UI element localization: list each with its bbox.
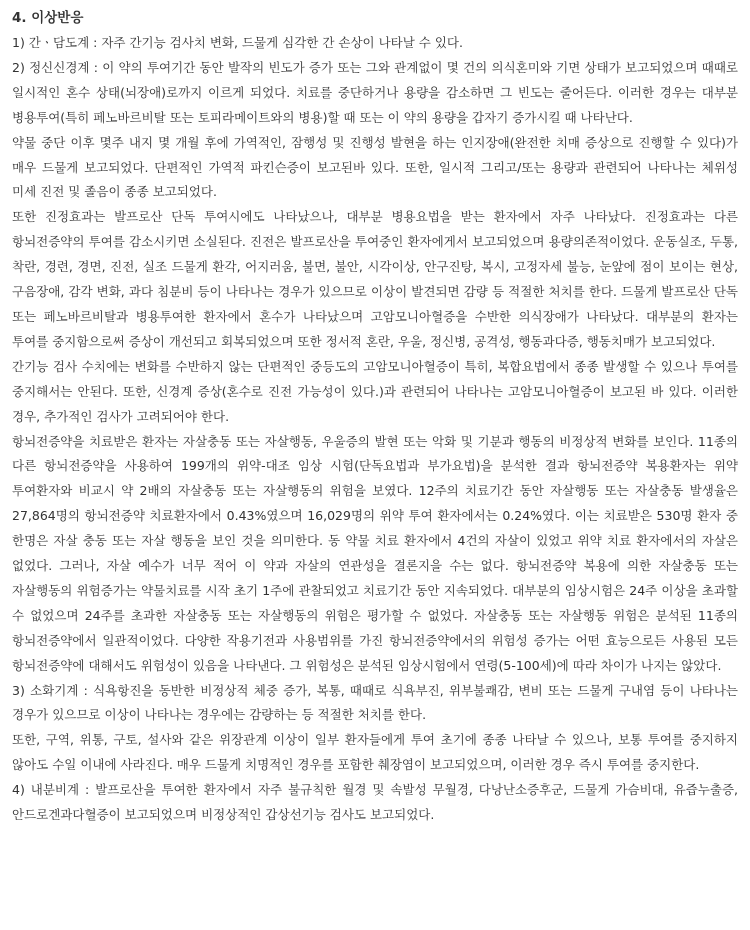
section-title: 4. 이상반응 <box>12 10 84 26</box>
paragraph-hyperammonemia: 간기능 검사 수치에는 변화를 수반하지 않는 단편적인 중등도의 고암모니아혈증이 특히, 복합요법에서 종종 발생할 수 있으나 투여를 중지해서는 안된다. 또한, 신경계 증상(혼수로 진전 가능성이 있다.)과 관련되어 나타나는 고암모니아혈증이 보고된 바 있다. 이러한 경우, 추가적인 검사가 고려되어야 한다. <box>12 358 738 424</box>
paragraph-cognitive-impairment: 약물 중단 이후 몇주 내지 몇 개월 후에 가역적인, 잠행성 및 진행성 발현을 하는 인지장애(완전한 치매 증상으로 진행할 수 있다)가 매우 드물게 보고되었다. 단편적인 가역적 파킨슨증이 보고된바 있다. 또한, 일시적 그리고/또는 용량과 관련되어 나타나는 체위성 미세 진전 및 졸음이 종종 보고되었다. <box>12 134 738 200</box>
paragraph-suicidality: 항뇌전증약을 치료받은 환자는 자살충동 또는 자살행동, 우울증의 발현 또는 악화 및 기분과 행동의 비정상적 변화를 보인다. 11종의 다른 항뇌전증약을 사용하여 199개의 위약-대조 임상 시험(단독요법과 부가요법)을 분석한 결과 항뇌전증약 복용환자는 위약 투여환자와 비교시 약 2배의 자살충동 또는 자살행동의 위험을 보였다. 12주의 치료기간 동안 자살행동 또는 자살충동 발생율은 27,864명의 항뇌전증약 치료환자에서 0.43%였으며 16,029명의 위약 투여 환자에서는 0.24%였다. 이는 치료받은 530명 환자 중 한명은 자살 충동 또는 자살 행동을 보인 것을 의미한다. 동 약물 치료 환자에서 4건의 자살이 있었고 위약 치료 환자에서의 자살은 없었다. 그러나, 자살 예수가 너무 적어 이 약과 자살의 연관성을 결론지을 수는 없다. 항뇌전증약 복용에 의한 자살충동 또는 자살행동의 위험증가는 약물치료를 시작 초기 1주에 관찰되었고 치료기간 동안 지속되었다. 대부분의 임상시험은 24주 이상을 초과할 수 없었으며 24주를 초과한 자살충동 또는 자살행동의 위험은 평가할 수 없었다. 자살충동 또는 자살행동 위험은 분석된 11종의 항뇌전증약에서 일관적이었다. 다양한 작용기전과 사용범위를 가진 항뇌전증약에서의 위험성 증가는 어떤 효능으로든 사용된 모든 항뇌전증약에 대해서도 위험성이 있음을 나타낸다. 그 위험성은 분석된 임상시험에서 연령(5-100세)에 따라 차이가 나지는 않았다. <box>12 433 738 673</box>
paragraph-endocrine: 4) 내분비계 : 발프로산을 투여한 환자에서 자주 불규칙한 월경 및 속발성 무월경, 다낭난소증후군, 드물게 가슴비대, 유즙누출증, 안드로겐과다혈증이 보고되었으며 비정상적인 갑상선기능 검사도 보고되었다. <box>12 782 738 823</box>
paragraph-gastrointestinal: 3) 소화기계 : 식욕항진을 동반한 비정상적 체중 증가, 복통, 때때로 식욕부진, 위부불쾌감, 변비 또는 드물게 구내염 등이 나타나는 경우가 있으므로 이상이 나타나는 경우에는 감량하는 등 적절한 처치를 한다. <box>12 682 738 723</box>
paragraph-gastrointestinal-detail: 또한, 구역, 위통, 구토, 설사와 같은 위장관계 이상이 일부 환자들에게 투여 초기에 종종 나타날 수 있으나, 보통 투여를 중지하지 않아도 수일 이내에 사라진다. 매우 드물게 치명적인 경우를 포함한 췌장염이 보고되었으며, 이러한 경우 즉시 투여를 중지한다. <box>12 732 738 773</box>
paragraph-sedation: 또한 진정효과는 발프로산 단독 투여시에도 나타났으나, 대부분 병용요법을 받는 환자에서 자주 나타났다. 진정효과는 다른 항뇌전증약의 투여를 감소시키면 소실된다. 진전은 발프로산을 투여중인 환자에게서 보고되었으며 용량의존적이었다. 운동실조, 두통, 착란, 경련, 경면, 진전, 실조 드물게 환각, 어지러움, 불면, 불안, 시각이상, 안구진탕, 복시, 고정자세 불능, 눈앞에 점이 보이는 현상, 구음장애, 감각 변화, 과다 침분비 등이 나타나는 경우가 있으므로 이상이 발견되면 감량 등 적절한 처치를 한다. 드물게 발프로산 단독 또는 페노바르비탈과 병용투여한 환자에서 혼수가 나타났으며 고암모니아혈증을 수반한 의식장애가 나타났다. 대부분의 환자는 투여를 중지함으로써 증상이 개선되고 회복되었으며 또한 정서적 혼란, 우울, 정신병, 공격성, 행동과다증, 행동치매가 보고되었다. <box>12 209 738 349</box>
paragraph-hepatobiliary: 1) 간ㆍ담도계 : 자주 간기능 검사치 변화, 드물게 심각한 간 손상이 나타날 수 있다. <box>12 35 463 50</box>
paragraph-neuropsychiatric: 2) 정신신경계 : 이 약의 투여기간 동안 발작의 빈도가 증가 또는 그와 관계없이 몇 건의 의식혼미와 기면 상태가 보고되었으며 때때로 일시적인 혼수 상태(뇌장애)로까지 이르게 되었다. 치료를 중단하거나 용량을 감소하면 그 빈도는 줄어든다. 이러한 경우는 대부분 병용투여(특히 페노바르비탈 또는 토피라메이트와의 병용)할 때 또는 이 약의 용량을 갑자기 증가시킬 때 나타난다. <box>12 59 738 125</box>
